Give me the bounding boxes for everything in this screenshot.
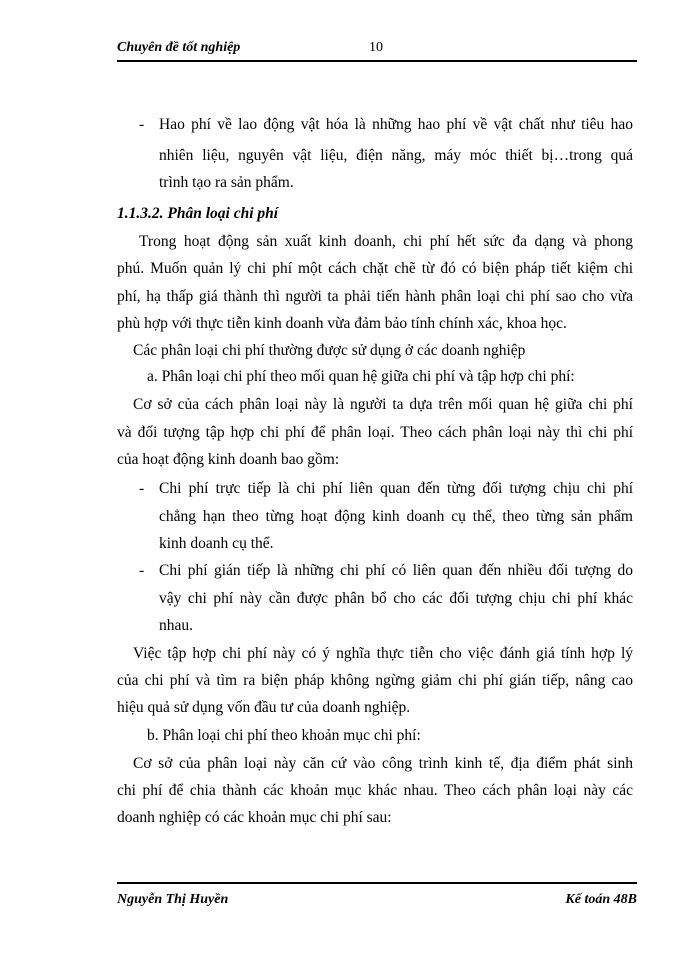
para5-line-1: Cơ sở của phân loại này căn cứ vào công trình kinh tế, địa điểm phát sinh xyxy=(133,755,633,772)
item-b: b. Phân loại chi phí theo khoản mục chi phí: xyxy=(147,727,421,744)
para4-line-1: Việc tập hợp chi phí này có ý nghĩa thực tiễn cho việc đánh giá tính hợp lý xyxy=(133,645,633,662)
bullet-intro-line-2: nhiên liệu, nguyên vật liệu, điện năng, máy móc thiết bị…trong quá xyxy=(159,147,633,164)
para3-line-2: và đối tượng tập hợp chi phí để phân loại. Theo cách phân loại này thì chi phí xyxy=(117,424,633,441)
bullet-dash: - xyxy=(139,116,145,133)
page-header xyxy=(117,38,637,62)
bullet-direct-line-1: Chi phí trực tiếp là chi phí liên quan đến từng đối tượng chịu chi phí xyxy=(159,480,633,497)
bullet-intro-line-3: trình tạo ra sản phẩm. xyxy=(159,174,294,191)
bullet-intro-line-1: Hao phí về lao động vật hóa là những hao phí về vật chất như tiêu hao xyxy=(159,116,633,133)
page-number: 10 xyxy=(369,40,383,55)
para1-line-1: Trong hoạt động sản xuất kinh doanh, chi phí hết sức đa dạng và phong xyxy=(139,233,633,250)
para1-line-4: phù hợp với thực tiễn kinh doanh vừa đảm bảo tính chính xác, khoa học. xyxy=(117,315,567,332)
para4-line-2: của chi phí và tìm ra biện pháp không ngừng giảm chi phí gián tiếp, nâng cao xyxy=(117,672,633,689)
para5-line-2: chi phí để chia thành các khoản mục khác nhau. Theo cách phân loại này các xyxy=(117,782,633,799)
bullet-indirect-line-3: nhau. xyxy=(159,617,194,634)
para3-line-3: của hoạt động kinh doanh bao gồm: xyxy=(117,451,340,468)
para2: Các phân loại chi phí thường được sử dụng ở các doanh nghiệp xyxy=(133,342,526,359)
bullet-dash: - xyxy=(139,480,145,497)
para3-line-1: Cơ sở của cách phân loại này là người ta dựa trên mối quan hệ giữa chi phí xyxy=(133,396,633,413)
bullet-indirect-line-1: Chi phí gián tiếp là những chi phí có liên quan đến nhiều đối tượng do xyxy=(159,562,633,579)
footer-author: Nguyễn Thị Huyền xyxy=(117,892,229,907)
bullet-indirect-line-2: vậy chi phí này cần được phân bổ cho các đối tượng chịu chi phí khác xyxy=(159,590,633,607)
para4-line-3: hiệu quả sử dụng vốn đầu tư của doanh nghiệp. xyxy=(117,699,411,716)
header-title: Chuyên đề tốt nghiệp xyxy=(117,40,241,55)
footer-class: Kế toán 48B xyxy=(565,892,637,907)
para5-line-3: doanh nghiệp có các khoản mục chi phí sau: xyxy=(117,809,392,826)
bullet-dash: - xyxy=(139,562,145,579)
para1-line-2: phú. Muốn quản lý chi phí một cách chặt chẽ từ đó có biện pháp tiết kiệm chi xyxy=(117,260,633,277)
section-heading: 1.1.3.2. Phân loại chi phí xyxy=(117,205,279,222)
bullet-direct-line-2: chẳng hạn theo từng hoạt động kinh doanh cụ thể, theo từng sản phẩm xyxy=(159,508,633,525)
item-a: a. Phân loại chi phí theo mối quan hệ giữa chi phí và tập hợp chi phí: xyxy=(147,368,575,385)
para1-line-3: phí, hạ thấp giá thành thì người ta phải tiến hành phân loại chi phí sao cho vừa xyxy=(117,288,633,305)
page-footer xyxy=(117,882,637,914)
bullet-direct-line-3: kinh doanh cụ thể. xyxy=(159,535,274,552)
